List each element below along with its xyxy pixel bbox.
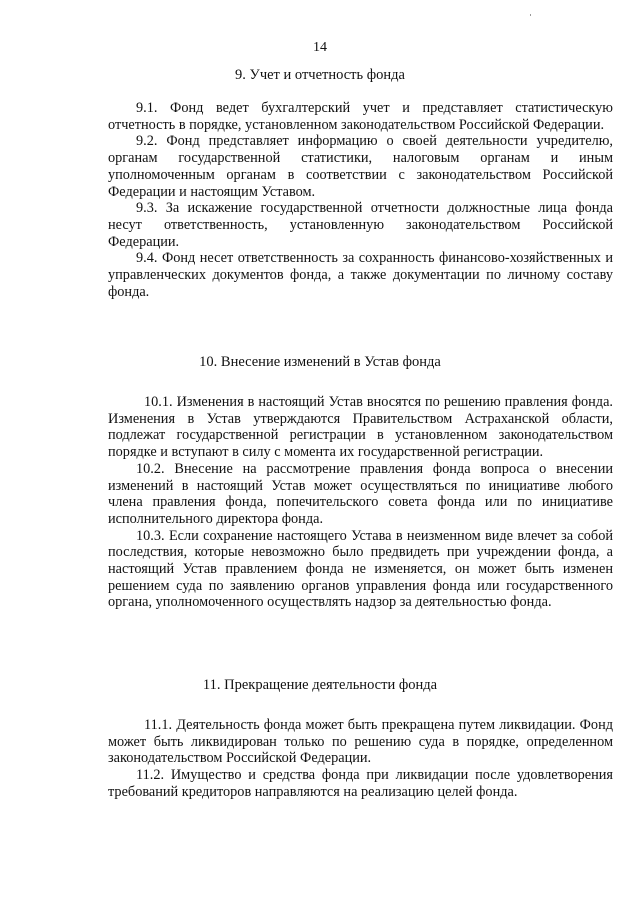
section-body-11 — [108, 717, 613, 801]
paragraph-number: 9.3. — [136, 200, 158, 217]
section-body-10 — [108, 394, 613, 611]
paragraph-text: Изменения в настоящий Устав вносятся по решению правления фонда. Изменения в Устав утверждаются Правительством Астраханской области, подлежат государственной регистрации в установленном законодательством порядке и вступают в силу с момента их государственной регистрации. — [108, 394, 613, 461]
scan-mark — [530, 14, 531, 16]
paragraph-number: 9.4. — [136, 250, 158, 267]
section-body-9 — [108, 100, 613, 300]
paragraph-number: 10.2. — [136, 460, 165, 477]
paragraph-number: 10.1. — [144, 394, 173, 410]
paragraph-10-2 — [108, 461, 613, 528]
paragraph-text: За искажение государственной отчетности должностные лица фонда несут ответственность, установленную законодательством Российской Федерации. — [108, 200, 613, 250]
paragraph-number: 10.3. — [136, 527, 165, 544]
paragraph-text: Фонд ведет бухгалтерский учет и представляет статистическую отчетность в порядке, установленном законодательством Российской Федерации. — [108, 100, 613, 133]
paragraph-number: 11.2. — [136, 767, 165, 784]
paragraph-text: Внесение на рассмотрение правления фонда вопроса о внесении изменений в настоящий Устав может осуществляться по инициативе любого члена правления фонда, попечительского совета фонда или по инициативе исполнительного директора фонда. — [108, 460, 613, 527]
paragraph-9-1 — [108, 100, 613, 133]
paragraph-9-2 — [108, 133, 613, 200]
section-heading-9: 9. Учет и отчетность фонда — [235, 67, 405, 83]
paragraph-text: Фонд несет ответственность за сохранность финансово-хозяйственных и управленческих документов фонда, а также документации по личному составу фонда. — [108, 250, 614, 300]
paragraph-number: 11.1. — [144, 717, 173, 733]
paragraph-9-4 — [108, 250, 613, 300]
section-heading-10: 10. Внесение изменений в Устав фонда — [199, 354, 441, 370]
paragraph-text: Деятельность фонда может быть прекращена путем ликвидации. Фонд может быть ликвидирован только по решению суда в порядке, определенном законодательством Российской Федерации. — [108, 717, 613, 767]
paragraph-10-1 — [108, 394, 613, 461]
section-heading-11: 11. Прекращение деятельности фонда — [202, 677, 438, 693]
paragraph-number: 9.2. — [136, 133, 158, 150]
paragraph-text: Фонд представляет информацию о своей деятельности учредителю, органам государственной статистики, налоговым органам и иным уполномоченным органам в соответствии с законодательством Российской Федерации и настоящим Уставом. — [108, 133, 614, 200]
paragraph-11-2 — [108, 767, 613, 800]
paragraph-text: Имущество и средства фонда при ликвидации после удовлетворения требований кредиторов направляются на реализацию целей фонда. — [108, 767, 613, 800]
paragraph-9-3 — [108, 200, 613, 250]
paragraph-text: Если сохранение настоящего Устава в неизменном виде влечет за собой последствия, которые невозможно было предвидеть при учреждении фонда, а настоящий Устав правлением фонда не изменяется, он может быть изменен решением суда по заявлению органов управления фонда или государственного органа, уполномоченного осуществлять надзор за деятельностью фонда. — [108, 527, 614, 611]
paragraph-number: 9.1. — [136, 100, 158, 116]
paragraph-10-3 — [108, 528, 613, 612]
page-number: 14 — [313, 40, 327, 55]
paragraph-11-1 — [108, 717, 613, 767]
